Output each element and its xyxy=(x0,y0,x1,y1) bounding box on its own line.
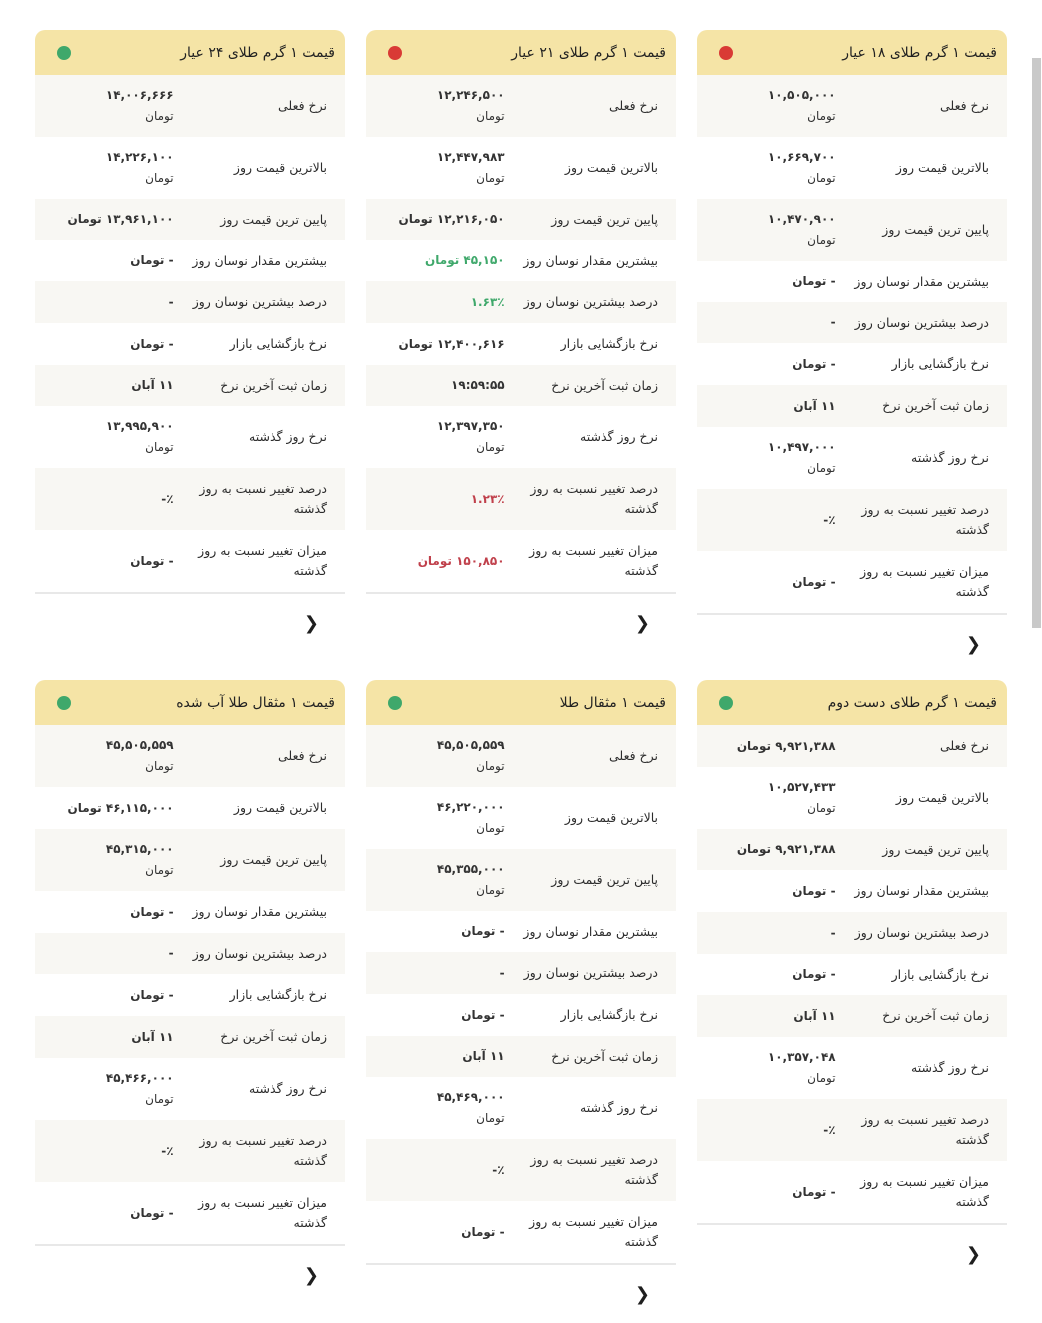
card-footer xyxy=(35,592,345,652)
row-label: زمان ثبت آخرین نرخ xyxy=(882,398,989,413)
row-label: بیشترین مقدار نوسان روز xyxy=(192,252,327,268)
row-change-percent xyxy=(697,489,1007,551)
card-title: قیمت ۱ مثقال طلا xyxy=(559,694,666,711)
card-title: قیمت ۱ گرم طلای ۲۱ عیار xyxy=(511,44,666,61)
row-label: پایین ترین قیمت روز xyxy=(220,211,327,227)
row-label: درصد بیشترین نوسان روز xyxy=(192,945,327,961)
row-last-update-time xyxy=(697,385,1007,427)
row-value: ۱۳,۹۶۱,۱۰۰ تومان xyxy=(67,212,174,226)
row-value: ۱۵۰,۸۵۰ تومان xyxy=(417,553,505,568)
card-melted-mesghal-gold xyxy=(35,680,345,1304)
row-label: درصد تغییر نسبت به روز گذشته xyxy=(861,502,989,537)
row-label: بالاترین قیمت روز xyxy=(233,800,327,815)
row-value: - تومان xyxy=(792,574,836,589)
row-value: ۴۵,۳۵۵,۰۰۰ تومان xyxy=(436,862,505,897)
row-max-swing-percent xyxy=(35,933,345,974)
row-value: - xyxy=(499,965,505,980)
row-max-swing-percent xyxy=(697,302,1007,343)
row-value: ۱۱ آبان xyxy=(462,1049,505,1063)
row-label: پایین ترین قیمت روز xyxy=(882,841,989,857)
row-day-low xyxy=(35,199,345,240)
status-dot-icon xyxy=(388,696,402,710)
row-label: درصد تغییر نسبت به روز گذشته xyxy=(530,481,658,516)
row-previous-day-rate xyxy=(366,1077,676,1139)
chevron-left-icon[interactable]: ❮ xyxy=(965,1243,981,1265)
row-value: - تومان xyxy=(130,1205,174,1220)
row-value: - تومان xyxy=(792,967,836,981)
row-label: زمان ثبت آخرین نرخ xyxy=(882,1008,989,1023)
row-label: نرخ روز گذشته xyxy=(911,1060,989,1075)
row-label: درصد تغییر نسبت به روز گذشته xyxy=(861,1112,989,1147)
row-value: ۱۱ آبان xyxy=(131,378,174,392)
row-value: ٪- xyxy=(161,1143,174,1158)
row-market-open-rate xyxy=(35,323,345,365)
row-max-swing-percent xyxy=(366,281,676,323)
row-max-swing-amount xyxy=(697,870,1007,912)
status-dot-icon xyxy=(719,46,733,60)
row-label: بالاترین قیمت روز xyxy=(895,160,989,175)
card-body xyxy=(366,725,676,1263)
row-value: ۱۴,۰۰۶,۶۶۶ تومان xyxy=(105,88,174,123)
card-title: قیمت ۱ گرم طلای ۲۴ عیار xyxy=(180,44,335,61)
row-value: ۴۵,۱۵۰ تومان xyxy=(425,253,505,267)
row-market-open-rate xyxy=(35,974,345,1016)
row-max-swing-percent xyxy=(35,281,345,323)
card-footer xyxy=(697,1223,1007,1283)
status-dot-icon xyxy=(388,46,402,60)
row-value: ٪- xyxy=(492,1162,505,1177)
row-day-high xyxy=(366,787,676,849)
row-value: ۱۰,۴۷۰,۹۰۰ تومان xyxy=(767,212,836,247)
row-label: نرخ بازگشایی بازار xyxy=(229,336,327,351)
card-header xyxy=(35,680,345,725)
row-value: ۱۰,۵۲۷,۴۳۳ تومان xyxy=(767,780,836,815)
row-label: نرخ بازگشایی بازار xyxy=(560,1007,658,1022)
row-previous-day-rate xyxy=(697,427,1007,489)
row-label: بیشترین مقدار نوسان روز xyxy=(523,252,658,268)
row-value: - تومان xyxy=(461,924,505,938)
chevron-left-icon[interactable]: ❮ xyxy=(634,1283,650,1305)
row-max-swing-percent xyxy=(366,952,676,994)
row-value: ۴۵,۴۶۹,۰۰۰ تومان xyxy=(436,1090,505,1125)
row-label: نرخ بازگشایی بازار xyxy=(891,966,989,982)
row-day-low xyxy=(366,199,676,240)
card-gold-second-hand xyxy=(697,680,1007,1283)
row-value: ۱۲,۳۹۷,۳۵۰ تومان xyxy=(436,419,505,454)
row-value: ٪- xyxy=(161,491,174,506)
row-label: درصد بیشترین نوسان روز xyxy=(854,314,989,330)
card-footer xyxy=(366,592,676,652)
row-label: درصد تغییر نسبت به روز گذشته xyxy=(530,1152,658,1187)
row-day-high xyxy=(366,137,676,199)
row-label: نرخ روز گذشته xyxy=(249,1081,327,1096)
scrollbar[interactable] xyxy=(1032,58,1041,628)
row-value: ۱۲,۴۰۰,۶۱۶ تومان xyxy=(398,336,505,351)
row-previous-day-rate xyxy=(366,406,676,468)
status-dot-icon xyxy=(719,696,733,710)
row-label: زمان ثبت آخرین نرخ xyxy=(551,1048,658,1064)
card-gold-21k xyxy=(366,30,676,652)
row-label: بیشترین مقدار نوسان روز xyxy=(523,923,658,939)
row-previous-day-rate xyxy=(35,1058,345,1120)
row-max-swing-amount xyxy=(35,891,345,933)
row-previous-day-rate xyxy=(35,406,345,468)
row-current-rate xyxy=(697,75,1007,137)
card-body xyxy=(697,725,1007,1223)
row-value: ۹,۹۲۱,۳۸۸ تومان xyxy=(736,738,836,753)
row-value: ۴۶,۱۱۵,۰۰۰ تومان xyxy=(67,800,174,815)
row-max-swing-amount xyxy=(366,240,676,281)
row-current-rate xyxy=(366,75,676,137)
row-label: نرخ فعلی xyxy=(940,98,989,113)
row-current-rate xyxy=(697,725,1007,767)
row-label: نرخ روز گذشته xyxy=(580,1100,658,1115)
row-label: میزان تغییر نسبت به روز گذشته xyxy=(529,1214,658,1249)
row-previous-day-rate xyxy=(697,1037,1007,1099)
row-max-swing-amount xyxy=(35,240,345,281)
row-value: ۱۱ آبان xyxy=(793,1008,836,1023)
row-change-amount xyxy=(35,530,345,592)
card-gold-18k xyxy=(697,30,1007,673)
row-label: بالاترین قیمت روز xyxy=(564,810,658,825)
row-value: - xyxy=(168,946,174,960)
row-label: درصد بیشترین نوسان روز xyxy=(523,294,658,309)
row-label: نرخ فعلی xyxy=(278,98,327,113)
row-label: میزان تغییر نسبت به روز گذشته xyxy=(860,564,989,599)
row-value: ۱۱ آبان xyxy=(131,1029,174,1044)
row-value: ۱۲,۲۱۶,۰۵۰ تومان xyxy=(398,212,505,226)
row-value: ۱۴,۲۲۶,۱۰۰ تومان xyxy=(105,150,174,185)
card-gold-24k xyxy=(35,30,345,652)
row-change-amount xyxy=(697,1161,1007,1223)
row-change-amount xyxy=(35,1182,345,1244)
row-label: نرخ بازگشایی بازار xyxy=(891,356,989,371)
row-label: بیشترین مقدار نوسان روز xyxy=(854,273,989,289)
row-label: پایین ترین قیمت روز xyxy=(220,852,327,867)
card-header xyxy=(697,30,1007,75)
row-value: ۱۹:۵۹:۵۵ xyxy=(451,378,505,392)
row-value: ۴۵,۵۰۵,۵۵۹ تومان xyxy=(105,738,174,773)
row-value: - تومان xyxy=(792,883,836,898)
row-value: ۱۲,۴۴۷,۹۸۳ تومان xyxy=(436,150,505,185)
row-label: میزان تغییر نسبت به روز گذشته xyxy=(198,1195,327,1230)
row-label: نرخ روز گذشته xyxy=(249,429,327,444)
row-day-low xyxy=(697,829,1007,870)
row-change-amount xyxy=(366,530,676,592)
row-change-percent xyxy=(697,1099,1007,1161)
row-change-percent xyxy=(35,468,345,530)
row-label: نرخ فعلی xyxy=(609,98,658,113)
row-label: درصد تغییر نسبت به روز گذشته xyxy=(199,1133,327,1168)
row-label: بیشترین مقدار نوسان روز xyxy=(192,904,327,919)
card-body xyxy=(35,725,345,1244)
row-label: نرخ بازگشایی بازار xyxy=(229,987,327,1002)
row-value: ۴۵,۳۱۵,۰۰۰ تومان xyxy=(105,842,174,877)
row-current-rate xyxy=(35,725,345,787)
row-label: نرخ بازگشایی بازار xyxy=(560,336,658,351)
row-value: - تومان xyxy=(461,1007,505,1022)
row-day-high xyxy=(35,787,345,829)
card-footer xyxy=(697,613,1007,673)
chevron-left-icon[interactable]: ❮ xyxy=(965,633,981,655)
row-label: نرخ فعلی xyxy=(940,738,989,753)
row-value: ۱۰,۶۶۹,۷۰۰ تومان xyxy=(767,150,836,185)
row-label: نرخ فعلی xyxy=(609,748,658,763)
row-last-update-time xyxy=(35,1016,345,1058)
row-label: پایین ترین قیمت روز xyxy=(882,222,989,237)
row-last-update-time xyxy=(697,995,1007,1037)
row-change-amount xyxy=(697,551,1007,613)
row-label: بیشترین مقدار نوسان روز xyxy=(854,883,989,898)
row-label: زمان ثبت آخرین نرخ xyxy=(551,377,658,393)
row-value: ۱۱ آبان xyxy=(793,398,836,413)
card-body xyxy=(35,75,345,592)
card-title: قیمت ۱ مثقال طلا آب شده xyxy=(176,694,335,711)
row-label: نرخ روز گذشته xyxy=(580,429,658,444)
row-value: ۱۰,۴۹۷,۰۰۰ تومان xyxy=(767,440,836,475)
row-value: - تومان xyxy=(792,274,836,288)
row-day-high xyxy=(697,767,1007,829)
row-label: زمان ثبت آخرین نرخ xyxy=(220,377,327,393)
row-last-update-time xyxy=(366,365,676,406)
row-value: ۴۵,۵۰۵,۵۵۹ تومان xyxy=(436,738,505,773)
row-value: ۱۳,۹۹۵,۹۰۰ تومان xyxy=(105,419,174,454)
card-header xyxy=(697,680,1007,725)
row-label: پایین ترین قیمت روز xyxy=(551,872,658,887)
row-value: ۱۰,۳۵۷,۰۴۸ تومان xyxy=(767,1050,836,1085)
row-value: - تومان xyxy=(130,253,174,267)
row-value: ۹,۹۲۱,۳۸۸ تومان xyxy=(736,842,836,856)
row-value: - تومان xyxy=(461,1224,505,1239)
row-label: پایین ترین قیمت روز xyxy=(551,211,658,227)
row-label: میزان تغییر نسبت به روز گذشته xyxy=(860,1174,989,1209)
row-value: ۱۲,۲۴۶,۵۰۰ تومان xyxy=(436,88,505,123)
row-value: - تومان xyxy=(792,1184,836,1199)
row-label: بالاترین قیمت روز xyxy=(233,160,327,175)
row-max-swing-percent xyxy=(697,912,1007,954)
card-body xyxy=(366,75,676,592)
row-value: - xyxy=(830,315,836,329)
row-label: نرخ روز گذشته xyxy=(911,450,989,465)
row-label: درصد بیشترین نوسان روز xyxy=(854,925,989,940)
row-last-update-time xyxy=(35,365,345,406)
row-last-update-time xyxy=(366,1036,676,1077)
row-market-open-rate xyxy=(697,343,1007,385)
status-dot-icon xyxy=(57,696,71,710)
row-value: - xyxy=(168,294,174,309)
row-day-low xyxy=(366,849,676,911)
row-label: میزان تغییر نسبت به روز گذشته xyxy=(198,543,327,578)
row-day-low xyxy=(697,199,1007,261)
row-value: - xyxy=(830,925,836,940)
card-title: قیمت ۱ گرم طلای ۱۸ عیار xyxy=(842,44,997,61)
row-max-swing-amount xyxy=(366,911,676,952)
row-current-rate xyxy=(366,725,676,787)
row-value: ٪- xyxy=(823,1122,836,1137)
card-header xyxy=(35,30,345,75)
row-value: ۴۶,۲۲۰,۰۰۰ تومان xyxy=(436,800,505,835)
card-header xyxy=(366,680,676,725)
row-change-percent xyxy=(366,468,676,530)
card-footer xyxy=(366,1263,676,1323)
card-body xyxy=(697,75,1007,613)
row-value: ۱.۶۳٪ xyxy=(470,294,505,309)
row-market-open-rate xyxy=(366,323,676,365)
row-change-percent xyxy=(35,1120,345,1182)
row-value: ۴۵,۴۶۶,۰۰۰ تومان xyxy=(105,1071,174,1106)
row-value: - تومان xyxy=(130,987,174,1002)
row-label: بالاترین قیمت روز xyxy=(895,790,989,805)
card-header xyxy=(366,30,676,75)
row-value: ٪- xyxy=(823,512,836,527)
row-label: درصد بیشترین نوسان روز xyxy=(192,294,327,309)
row-label: نرخ فعلی xyxy=(278,748,327,763)
row-market-open-rate xyxy=(366,994,676,1036)
row-label: زمان ثبت آخرین نرخ xyxy=(220,1029,327,1044)
row-label: درصد تغییر نسبت به روز گذشته xyxy=(199,481,327,516)
row-day-high xyxy=(697,137,1007,199)
card-mesghal-gold xyxy=(366,680,676,1323)
row-change-percent xyxy=(366,1139,676,1201)
row-label: میزان تغییر نسبت به روز گذشته xyxy=(529,543,658,578)
row-market-open-rate xyxy=(697,954,1007,995)
row-value: ۱۰,۵۰۵,۰۰۰ تومان xyxy=(767,88,836,123)
card-title: قیمت ۱ گرم طلای دست دوم xyxy=(827,694,997,711)
row-value: - تومان xyxy=(792,356,836,371)
row-value: - تومان xyxy=(130,904,174,919)
card-footer xyxy=(35,1244,345,1304)
row-label: بالاترین قیمت روز xyxy=(564,160,658,175)
row-value: - تومان xyxy=(130,336,174,351)
status-dot-icon xyxy=(57,46,71,60)
row-day-low xyxy=(35,829,345,891)
chevron-left-icon[interactable]: ❮ xyxy=(303,612,319,634)
row-current-rate xyxy=(35,75,345,137)
row-value: - تومان xyxy=(130,553,174,568)
row-max-swing-amount xyxy=(697,261,1007,302)
chevron-left-icon[interactable]: ❮ xyxy=(634,612,650,634)
row-value: ۱.۲۳٪ xyxy=(470,491,505,506)
row-label: درصد بیشترین نوسان روز xyxy=(523,965,658,980)
row-day-high xyxy=(35,137,345,199)
row-change-amount xyxy=(366,1201,676,1263)
chevron-left-icon[interactable]: ❮ xyxy=(303,1264,319,1286)
